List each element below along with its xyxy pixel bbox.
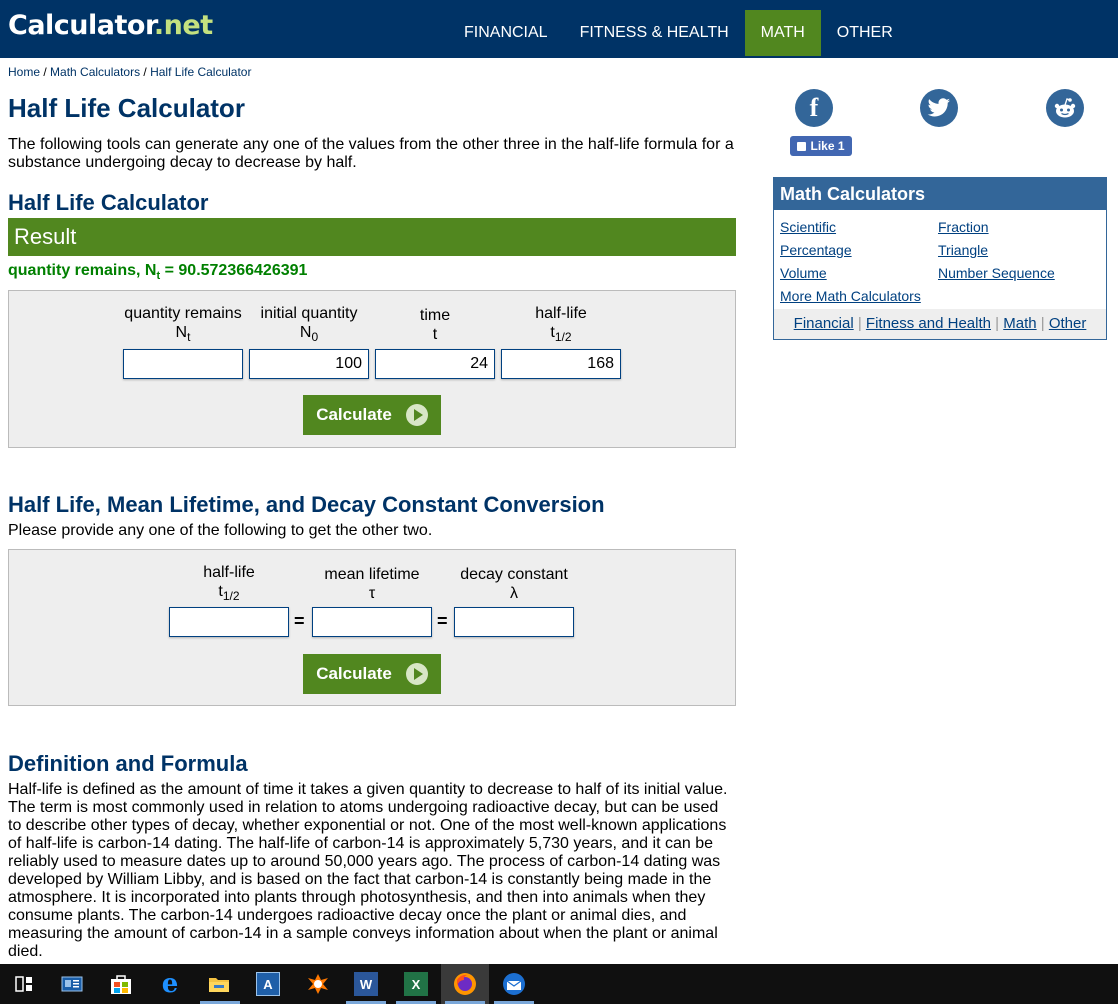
label-half-life — [501, 304, 621, 347]
play-circle-icon — [406, 404, 428, 426]
access-icon[interactable] — [256, 972, 280, 996]
task-view-glyph — [15, 976, 33, 992]
footer-link-other[interactable]: Other — [1048, 315, 1087, 332]
thumbs-up-icon — [797, 142, 806, 151]
word-glyph: W — [359, 976, 373, 992]
top-header — [0, 0, 1118, 58]
link-number-sequence[interactable]: Number Sequence — [938, 265, 1055, 281]
nav-fitness-health[interactable]: FITNESS & HEALTH — [579, 24, 729, 41]
label-sub: 0 — [311, 330, 319, 345]
link-fraction[interactable]: Fraction — [938, 219, 989, 235]
task-view-icon[interactable] — [12, 972, 36, 996]
label-sub: 1/2 — [554, 330, 572, 345]
calc1-heading: Half Life Calculator — [8, 190, 209, 215]
file-explorer-icon[interactable] — [207, 972, 231, 996]
logo-tld: .net — [153, 10, 213, 41]
label-symbol: t — [432, 326, 438, 343]
calc1-panel — [8, 290, 736, 448]
label-symbol: τ — [368, 585, 376, 602]
equals-sign: = — [437, 611, 448, 631]
firefox-glyph — [453, 972, 477, 996]
label-mean-lifetime — [307, 565, 437, 603]
math-calculators-title: Math Calculators — [774, 178, 1106, 210]
play-circle-icon — [406, 663, 428, 685]
breadcrumb-home[interactable]: Home — [8, 65, 41, 79]
calculate-button[interactable] — [303, 395, 441, 435]
facebook-like-button[interactable] — [790, 136, 852, 156]
reddit-alien-icon — [1052, 97, 1078, 119]
word-icon[interactable] — [354, 972, 378, 996]
footer-link-fitness[interactable]: Fitness and Health — [865, 315, 991, 332]
calculate-label: Calculate — [316, 664, 392, 683]
store-icon[interactable] — [109, 972, 133, 996]
like-label: Like 1 — [810, 139, 845, 153]
link-triangle[interactable]: Triangle — [938, 242, 989, 258]
result-number: = 90.572366426391 — [160, 262, 308, 279]
label-symbol: λ — [510, 585, 518, 602]
news-glyph — [61, 976, 83, 992]
excel-glyph: X — [411, 976, 421, 992]
math-calculators-box — [773, 177, 1107, 340]
nav-financial[interactable]: FINANCIAL — [464, 24, 548, 41]
link-more-math[interactable]: More Math Calculators — [780, 288, 921, 304]
news-icon[interactable] — [60, 972, 84, 996]
label-text: half-life — [535, 305, 587, 322]
label-sub: t — [187, 330, 191, 345]
label-sub: 1/2 — [222, 589, 240, 604]
label-initial-quantity — [245, 304, 373, 347]
result-header: Result — [8, 218, 736, 256]
decay-constant-input[interactable] — [454, 607, 574, 637]
time-input[interactable] — [375, 349, 495, 379]
facebook-icon[interactable] — [795, 89, 833, 127]
label-quantity-remains — [119, 304, 247, 347]
breadcrumb — [8, 65, 251, 79]
category-footer — [774, 309, 1106, 339]
label-text: initial quantity — [260, 305, 358, 322]
page-intro: The following tools can generate any one of the values from the other three in the half-life formula for a substance undergoing decay to decrease by half. — [8, 136, 734, 171]
result-prefix: quantity remains, N — [8, 262, 157, 279]
definition-text: Half-life is defined as the amount of time it takes a given quantity to decrease to half of its initial value. The term is most commonly used in relation to atoms undergoing radioactive decay, but can be used to describe other types of decay, whether exponential or not. One of the most well-known applications of half-life is carbon-14 dating. The half-life of carbon-14 is approximately 5,730 years, and it can be reliably used to measure dates up to around 50,000 years ago. The process of carbon-14 dating was developed by William Libby, and is based on the fact that carbon-14 is constantly being made in the atmosphere. It is incorporated into plants through photosynthesis, and then into animals when they consume plants. The carbon-14 undergoes radioactive decay once the plant or animal dies, and measuring the amount of carbon-14 in a sample conveys information about when the plant or animal died. — [8, 781, 728, 960]
half-life-conv-input[interactable] — [169, 607, 289, 637]
half-life-input[interactable] — [501, 349, 621, 379]
folder-glyph — [208, 975, 230, 993]
logo-text: Calculator — [8, 10, 154, 41]
calc2-heading: Half Life, Mean Lifetime, and Decay Constant Conversion — [8, 492, 605, 517]
nav-other[interactable]: OTHER — [836, 24, 893, 41]
label-half-life — [169, 563, 289, 606]
footer-link-financial[interactable]: Financial — [793, 315, 854, 332]
breadcrumb-sep: / — [140, 65, 151, 79]
result-value — [8, 262, 307, 282]
calculate-label: Calculate — [316, 405, 392, 424]
footer-link-math[interactable]: Math — [1003, 315, 1037, 332]
link-scientific[interactable]: Scientific — [780, 219, 837, 235]
calculate-conversion-button[interactable] — [303, 654, 441, 694]
quantity-remains-input[interactable] — [123, 349, 243, 379]
thunderbird-icon[interactable] — [502, 972, 526, 996]
footer-sep: | — [991, 315, 1004, 332]
thunderbird-glyph — [502, 972, 526, 996]
link-percentage[interactable]: Percentage — [780, 242, 852, 258]
footer-sep: | — [1036, 315, 1049, 332]
equals-sign: = — [294, 611, 305, 631]
breadcrumb-current[interactable]: Half Life Calculator — [150, 65, 252, 79]
link-volume[interactable]: Volume — [780, 265, 827, 281]
label-symbol: t — [218, 583, 223, 600]
label-text: decay constant — [460, 566, 568, 583]
definition-heading: Definition and Formula — [8, 751, 248, 776]
footer-sep: | — [853, 315, 866, 332]
main-nav — [448, 10, 909, 56]
avast-glyph — [306, 972, 330, 996]
label-text: time — [419, 307, 451, 324]
result-sub: t — [156, 270, 161, 283]
reddit-icon[interactable] — [1046, 89, 1084, 127]
initial-quantity-input[interactable] — [249, 349, 369, 379]
mean-lifetime-input[interactable] — [312, 607, 432, 637]
label-symbol: t — [550, 324, 555, 341]
avast-icon[interactable] — [306, 972, 330, 996]
label-time — [375, 306, 495, 344]
label-decay-constant — [449, 565, 579, 603]
label-text: half-life — [203, 564, 255, 581]
label-text: quantity remains — [124, 305, 242, 322]
calc2-panel — [8, 549, 736, 706]
page-title: Half Life Calculator — [8, 93, 245, 123]
twitter-bird-icon — [927, 98, 951, 118]
firefox-icon[interactable] — [453, 972, 477, 996]
label-symbol: N — [299, 324, 312, 341]
windows-taskbar — [0, 964, 1118, 1004]
label-symbol: N — [175, 324, 188, 341]
breadcrumb-sep: / — [40, 65, 51, 79]
excel-icon[interactable] — [404, 972, 428, 996]
access-glyph: A — [263, 976, 273, 992]
nav-math[interactable]: MATH — [745, 10, 821, 56]
edge-icon[interactable]: e — [161, 969, 179, 999]
breadcrumb-math[interactable]: Math Calculators — [50, 65, 141, 79]
facebook-glyph: f — [809, 93, 819, 122]
store-glyph — [110, 973, 132, 995]
twitter-icon[interactable] — [920, 89, 958, 127]
site-logo[interactable] — [8, 10, 213, 41]
label-text: mean lifetime — [324, 566, 420, 583]
calc2-subtext: Please provide any one of the following to get the other two. — [8, 522, 433, 539]
